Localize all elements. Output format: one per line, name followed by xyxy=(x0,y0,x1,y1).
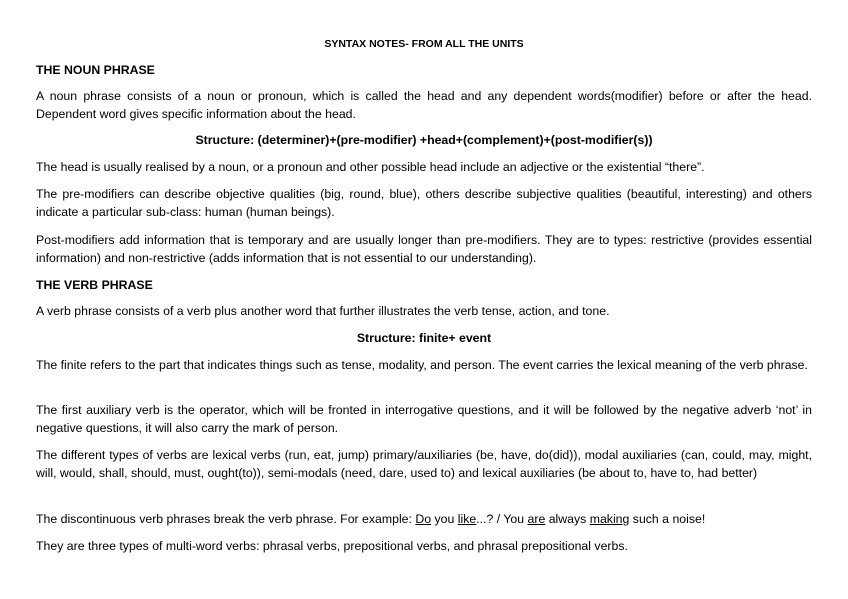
discontinuous-text-e: such a noise! xyxy=(629,512,706,526)
verb-types-paragraph: The different types of verbs are lexical verbs (run, eat, jump) primary/auxiliaries (be, have, do(did)), modal auxiliaries (can, could, may, might, will, would, shall, should, must, ought(to)), semi-modals (need, dare, used to) and lexical auxiliaries (be about to, have to, had better) xyxy=(36,448,812,480)
noun-phrase-definition: A noun phrase consists of a noun or pronoun, which is called the head and any dependent words(modifier) before or after the head. Dependent word gives specific information about the head. xyxy=(36,89,812,121)
discontinuous-text-d: always xyxy=(545,512,590,526)
underlined-are: are xyxy=(527,512,546,526)
operator-paragraph: The first auxiliary verb is the operator, which will be fronted in interrogative questions, and it will be followed by the negative adverb ‘not’ in negative questions, it will also carry the mark of person. xyxy=(36,403,812,435)
discontinuous-text-c: ...? / You xyxy=(476,512,528,526)
pre-modifiers-paragraph: The pre-modifiers can describe objective qualities (big, round, blue), others describe subjective qualities (beautiful, interesting) and others indicate a particular sub-class: human (human beings). xyxy=(36,187,812,219)
verb-phrase-heading: THE VERB PHRASE xyxy=(36,278,153,292)
discontinuous-text-a: The discontinuous verb phrases break the verb phrase. For example: xyxy=(36,512,416,526)
noun-phrase-head-paragraph: The head is usually realised by a noun, or a pronoun and other possible head include an adjective or the existential “there”. xyxy=(36,160,705,174)
discontinuous-verb-paragraph xyxy=(36,510,812,528)
underlined-do: Do xyxy=(415,512,432,526)
multi-word-verbs-paragraph: They are three types of multi-word verbs: phrasal verbs, prepositional verbs, and phrasal prepositional verbs. xyxy=(36,539,628,553)
verb-phrase-structure: Structure: finite+ event xyxy=(356,331,492,345)
discontinuous-text-b: you xyxy=(431,512,458,526)
noun-phrase-structure: Structure: (determiner)+(pre-modifier) +head+(complement)+(post-modifier(s)) xyxy=(195,133,653,147)
document-title: SYNTAX NOTES- FROM ALL THE UNITS xyxy=(324,38,524,50)
verb-phrase-definition: A verb phrase consists of a verb plus another word that further illustrates the verb tense, action, and tone. xyxy=(36,304,610,318)
underlined-like: like xyxy=(457,512,477,526)
post-modifiers-paragraph: Post-modifiers add information that is temporary and are usually longer than pre-modifiers. They are to types: restrictive (provides essential information) and non-restrictive (adds information that is not essential to our understanding). xyxy=(36,233,812,265)
noun-phrase-heading: THE NOUN PHRASE xyxy=(36,63,155,77)
finite-event-paragraph: The finite refers to the part that indicates things such as tense, modality, and person. The event carries the lexical meaning of the verb phrase. xyxy=(36,358,808,372)
underlined-making: making xyxy=(589,512,630,526)
